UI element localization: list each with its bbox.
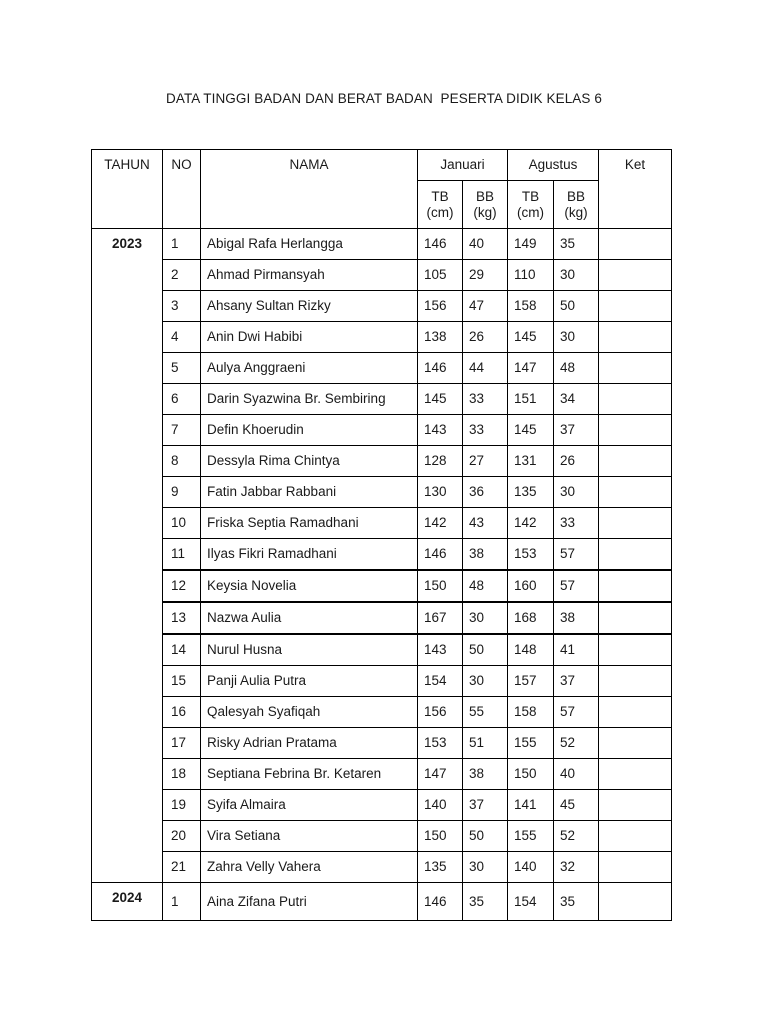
cell-tb-agustus: 148 (508, 634, 554, 666)
cell-ket (599, 291, 672, 322)
cell-tb-agustus: 147 (508, 353, 554, 384)
cell-tb-agustus: 145 (508, 415, 554, 446)
cell-nama: Zahra Velly Vahera (201, 852, 418, 883)
cell-nama: Ahsany Sultan Rizky (201, 291, 418, 322)
table-row (92, 852, 672, 883)
cell-bb-agustus: 30 (554, 260, 599, 291)
cell-no: 3 (163, 291, 201, 322)
cell-tb-agustus: 158 (508, 697, 554, 728)
header-bb-agustus (554, 181, 599, 229)
table-row (92, 508, 672, 539)
cell-nama: Defin Khoerudin (201, 415, 418, 446)
cell-nama: Anin Dwi Habibi (201, 322, 418, 353)
cell-bb-januari: 26 (463, 322, 508, 353)
cell-no: 6 (163, 384, 201, 415)
header-tb-januari-label: TB (431, 188, 449, 204)
year-cell: 2024 (92, 883, 163, 921)
cell-tb-agustus: 142 (508, 508, 554, 539)
cell-ket (599, 821, 672, 852)
cell-bb-agustus: 57 (554, 539, 599, 571)
cell-bb-januari: 30 (463, 852, 508, 883)
cell-bb-agustus: 34 (554, 384, 599, 415)
table-row (92, 697, 672, 728)
cell-bb-januari: 38 (463, 759, 508, 790)
cell-bb-agustus: 32 (554, 852, 599, 883)
table-row (92, 602, 672, 634)
table-row (92, 821, 672, 852)
cell-nama: Fatin Jabbar Rabbani (201, 477, 418, 508)
cell-no: 11 (163, 539, 201, 571)
cell-bb-januari: 43 (463, 508, 508, 539)
cell-bb-agustus: 30 (554, 322, 599, 353)
cell-bb-januari: 55 (463, 697, 508, 728)
table-row (92, 446, 672, 477)
header-agustus: Agustus (508, 150, 599, 181)
cell-tb-januari: 146 (418, 883, 463, 921)
header-tb-agustus-label: TB (521, 188, 540, 204)
cell-ket (599, 415, 672, 446)
cell-bb-agustus: 35 (554, 229, 599, 260)
header-bb-agustus-unit: (kg) (564, 204, 588, 220)
cell-tb-agustus: 151 (508, 384, 554, 415)
table-row (92, 539, 672, 571)
cell-ket (599, 602, 672, 634)
cell-tb-agustus: 140 (508, 852, 554, 883)
cell-no: 10 (163, 508, 201, 539)
cell-no: 17 (163, 728, 201, 759)
cell-nama: Aina Zifana Putri (201, 883, 418, 921)
cell-no: 19 (163, 790, 201, 821)
cell-no: 8 (163, 446, 201, 477)
cell-bb-agustus: 35 (554, 883, 599, 921)
cell-tb-januari: 167 (418, 602, 463, 634)
header-januari: Januari (418, 150, 508, 181)
cell-tb-agustus: 157 (508, 666, 554, 697)
cell-tb-agustus: 135 (508, 477, 554, 508)
cell-no: 7 (163, 415, 201, 446)
table-row (92, 883, 672, 921)
header-no: NO (163, 150, 201, 229)
header-tb-agustus (508, 181, 554, 229)
cell-bb-januari: 51 (463, 728, 508, 759)
cell-no: 4 (163, 322, 201, 353)
cell-bb-agustus: 57 (554, 570, 599, 602)
table-row (92, 415, 672, 446)
cell-tb-agustus: 141 (508, 790, 554, 821)
table-row (92, 229, 672, 260)
table-row (92, 384, 672, 415)
cell-bb-januari: 48 (463, 570, 508, 602)
header-tahun: TAHUN (92, 150, 163, 229)
cell-no: 13 (163, 602, 201, 634)
cell-bb-januari: 40 (463, 229, 508, 260)
cell-tb-januari: 156 (418, 697, 463, 728)
cell-bb-agustus: 38 (554, 602, 599, 634)
cell-ket (599, 759, 672, 790)
cell-tb-agustus: 153 (508, 539, 554, 571)
cell-bb-agustus: 30 (554, 477, 599, 508)
cell-no: 12 (163, 570, 201, 602)
cell-nama: Risky Adrian Pratama (201, 728, 418, 759)
cell-ket (599, 852, 672, 883)
table-row (92, 728, 672, 759)
cell-bb-agustus: 37 (554, 415, 599, 446)
cell-nama: Ahmad Pirmansyah (201, 260, 418, 291)
cell-tb-agustus: 110 (508, 260, 554, 291)
header-nama: NAMA (201, 150, 418, 229)
cell-nama: Septiana Febrina Br. Ketaren (201, 759, 418, 790)
year-cell: 2023 (92, 229, 163, 883)
cell-tb-januari: 147 (418, 759, 463, 790)
student-data-table (91, 149, 672, 921)
cell-bb-agustus: 52 (554, 728, 599, 759)
cell-tb-januari: 128 (418, 446, 463, 477)
cell-bb-agustus: 52 (554, 821, 599, 852)
header-ket: Ket (599, 150, 672, 229)
cell-no: 14 (163, 634, 201, 666)
cell-no: 2 (163, 260, 201, 291)
table-row (92, 790, 672, 821)
cell-tb-agustus: 155 (508, 821, 554, 852)
cell-nama: Ilyas Fikri Ramadhani (201, 539, 418, 571)
cell-nama: Nurul Husna (201, 634, 418, 666)
cell-tb-januari: 146 (418, 229, 463, 260)
cell-tb-januari: 143 (418, 634, 463, 666)
cell-tb-januari: 135 (418, 852, 463, 883)
cell-ket (599, 634, 672, 666)
table-row (92, 759, 672, 790)
cell-no: 18 (163, 759, 201, 790)
cell-no: 21 (163, 852, 201, 883)
cell-bb-januari: 38 (463, 539, 508, 571)
header-row-1 (92, 150, 672, 181)
cell-tb-januari: 154 (418, 666, 463, 697)
table-row (92, 570, 672, 602)
cell-bb-agustus: 48 (554, 353, 599, 384)
table-row (92, 634, 672, 666)
cell-bb-agustus: 33 (554, 508, 599, 539)
header-bb-januari-unit: (kg) (473, 204, 497, 220)
header-bb-agustus-label: BB (566, 188, 585, 204)
cell-tb-agustus: 145 (508, 322, 554, 353)
cell-ket (599, 666, 672, 697)
cell-tb-agustus: 149 (508, 229, 554, 260)
cell-nama: Friska Septia Ramadhani (201, 508, 418, 539)
cell-tb-januari: 143 (418, 415, 463, 446)
cell-bb-agustus: 57 (554, 697, 599, 728)
cell-tb-agustus: 158 (508, 291, 554, 322)
cell-bb-januari: 37 (463, 790, 508, 821)
cell-ket (599, 353, 672, 384)
cell-bb-januari: 30 (463, 602, 508, 634)
table-row (92, 260, 672, 291)
cell-bb-agustus: 26 (554, 446, 599, 477)
cell-nama: Vira Setiana (201, 821, 418, 852)
cell-no: 16 (163, 697, 201, 728)
cell-ket (599, 446, 672, 477)
cell-bb-januari: 27 (463, 446, 508, 477)
header-tb-januari (418, 181, 463, 229)
header-bb-januari (463, 181, 508, 229)
cell-ket (599, 697, 672, 728)
cell-bb-januari: 29 (463, 260, 508, 291)
cell-bb-januari: 44 (463, 353, 508, 384)
cell-tb-agustus: 150 (508, 759, 554, 790)
cell-ket (599, 570, 672, 602)
cell-ket (599, 539, 672, 571)
cell-tb-januari: 146 (418, 353, 463, 384)
table-row (92, 291, 672, 322)
cell-tb-januari: 140 (418, 790, 463, 821)
cell-tb-januari: 146 (418, 539, 463, 571)
cell-tb-januari: 150 (418, 821, 463, 852)
table-row (92, 322, 672, 353)
cell-bb-agustus: 37 (554, 666, 599, 697)
cell-ket (599, 790, 672, 821)
cell-no: 9 (163, 477, 201, 508)
cell-ket (599, 322, 672, 353)
cell-ket (599, 508, 672, 539)
cell-no: 1 (163, 229, 201, 260)
cell-nama: Qalesyah Syafiqah (201, 697, 418, 728)
cell-tb-agustus: 154 (508, 883, 554, 921)
table-row (92, 666, 672, 697)
cell-ket (599, 260, 672, 291)
cell-no: 1 (163, 883, 201, 921)
cell-tb-januari: 153 (418, 728, 463, 759)
header-bb-januari-label: BB (475, 188, 494, 204)
table-row (92, 477, 672, 508)
cell-ket (599, 229, 672, 260)
cell-tb-agustus: 168 (508, 602, 554, 634)
header-tb-agustus-unit: (cm) (517, 204, 544, 220)
cell-tb-agustus: 131 (508, 446, 554, 477)
cell-bb-januari: 47 (463, 291, 508, 322)
cell-bb-agustus: 50 (554, 291, 599, 322)
cell-nama: Dessyla Rima Chintya (201, 446, 418, 477)
cell-tb-januari: 130 (418, 477, 463, 508)
cell-no: 15 (163, 666, 201, 697)
cell-nama: Nazwa Aulia (201, 602, 418, 634)
cell-tb-januari: 156 (418, 291, 463, 322)
cell-no: 5 (163, 353, 201, 384)
cell-bb-januari: 36 (463, 477, 508, 508)
cell-tb-januari: 138 (418, 322, 463, 353)
cell-ket (599, 728, 672, 759)
cell-tb-januari: 105 (418, 260, 463, 291)
cell-bb-januari: 33 (463, 415, 508, 446)
cell-bb-agustus: 40 (554, 759, 599, 790)
cell-tb-januari: 142 (418, 508, 463, 539)
cell-bb-agustus: 41 (554, 634, 599, 666)
cell-bb-agustus: 45 (554, 790, 599, 821)
cell-no: 20 (163, 821, 201, 852)
cell-nama: Darin Syazwina Br. Sembiring (201, 384, 418, 415)
cell-ket (599, 883, 672, 921)
cell-ket (599, 477, 672, 508)
cell-bb-januari: 50 (463, 821, 508, 852)
cell-tb-agustus: 160 (508, 570, 554, 602)
table-row (92, 353, 672, 384)
cell-nama: Syifa Almaira (201, 790, 418, 821)
cell-nama: Aulya Anggraeni (201, 353, 418, 384)
cell-bb-januari: 35 (463, 883, 508, 921)
cell-bb-januari: 30 (463, 666, 508, 697)
cell-tb-agustus: 155 (508, 728, 554, 759)
document-title: DATA TINGGI BADAN DAN BERAT BADAN PESERTA DIDIK KELAS 6 (166, 91, 602, 106)
cell-tb-januari: 145 (418, 384, 463, 415)
cell-tb-januari: 150 (418, 570, 463, 602)
cell-bb-januari: 50 (463, 634, 508, 666)
cell-nama: Abigal Rafa Herlangga (201, 229, 418, 260)
cell-nama: Keysia Novelia (201, 570, 418, 602)
header-tb-januari-unit: (cm) (426, 204, 454, 220)
cell-nama: Panji Aulia Putra (201, 666, 418, 697)
cell-ket (599, 384, 672, 415)
cell-bb-januari: 33 (463, 384, 508, 415)
